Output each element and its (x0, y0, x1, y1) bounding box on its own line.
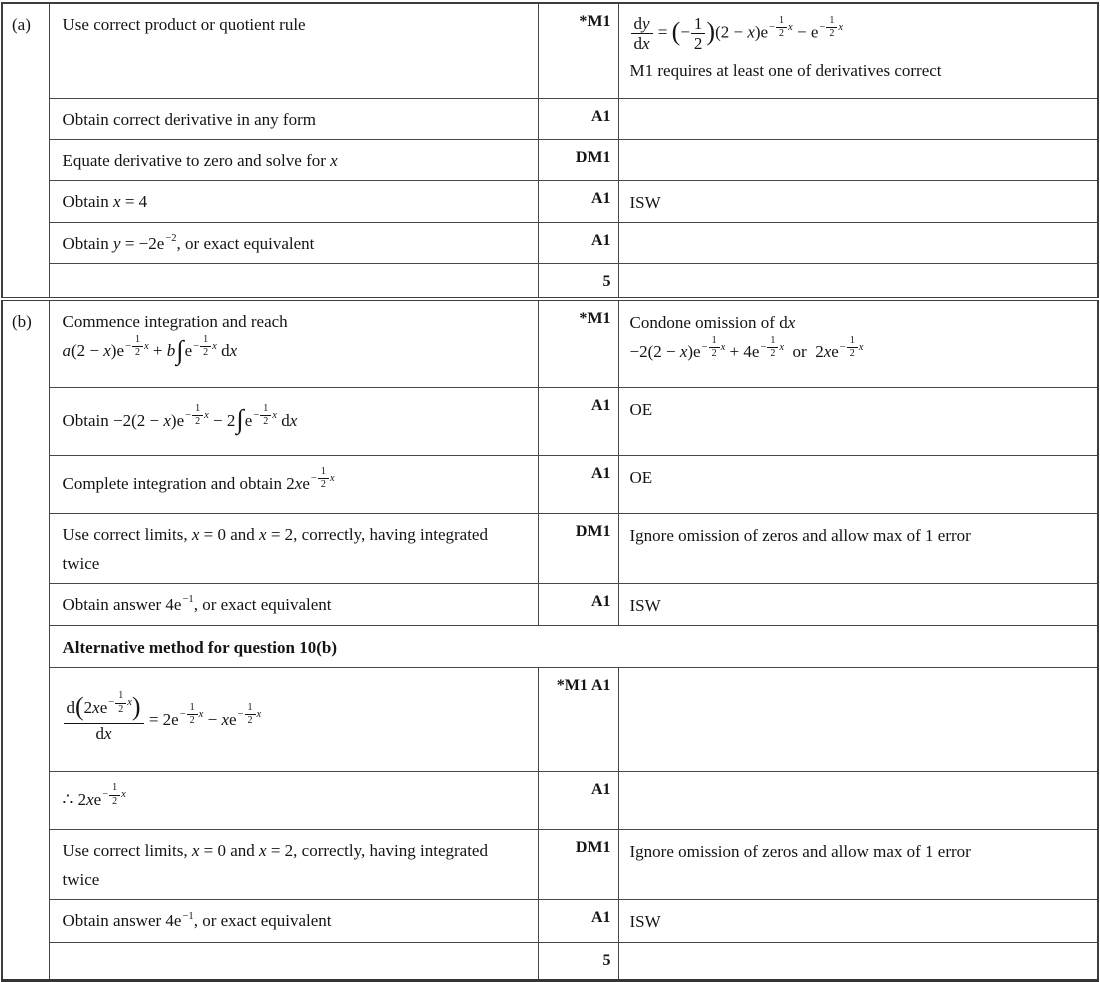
table-row (2, 222, 1098, 263)
description-cell (49, 455, 538, 513)
mark-cell: A1 (538, 387, 618, 455)
mark-cell: *M1 A1 (538, 668, 618, 772)
integral-sign: ∫ (236, 403, 244, 434)
description-text: Equate derivative to zero and solve for x (62, 150, 338, 170)
mark-cell: A1 (538, 455, 618, 513)
mark-cell: A1 (538, 98, 618, 139)
description-cell (49, 942, 538, 980)
part-label: (a) (2, 3, 49, 299)
comment-cell (618, 139, 1098, 180)
comment-cell (618, 263, 1098, 299)
description-cell (49, 98, 538, 139)
description-cell (49, 3, 538, 98)
comment-text: Ignore omission of zeros and allow max of 1 error (629, 842, 971, 862)
table-row (2, 668, 1098, 772)
description-text: Obtain −2(2 − x)e− $\frac{1}{2}$ x − 2∫e− $\frac{1}{2}$ x dx (62, 403, 298, 434)
description-cell (49, 772, 538, 830)
comment-cell (618, 98, 1098, 139)
description-text: Complete integration and obtain 2xe− $\frac{1}{2}$ x (62, 466, 335, 493)
description-text: d(2xe− $\frac{1}{2}$ x) dx = 2e− $\frac{1}{2}$ x − xe− $\frac{1}{2}$ x (63, 699, 530, 743)
comment-text: M1 requires at least one of derivatives correct (629, 60, 942, 80)
comment-text: Ignore omission of zeros and allow max of 1 error (629, 525, 971, 545)
description-cell (49, 263, 538, 299)
description-text: Obtain answer 4e−1, or exact equivalent (62, 594, 332, 615)
comment-cell (618, 387, 1098, 455)
table-row (2, 180, 1098, 222)
part-label: (b) (2, 299, 49, 980)
comment-cell (618, 180, 1098, 222)
mark-cell: A1 (538, 900, 618, 942)
comment-cell (618, 3, 1098, 98)
comment-text: −2(2 − x)e− $\frac{1}{2}$ x + 4e− $\frac{1}{2}$ x or 2xe− $\frac{1}{2}$ x (629, 334, 864, 362)
alternative-method-header (49, 626, 1098, 668)
mark-cell: A1 (538, 584, 618, 626)
table-row (2, 98, 1098, 139)
comment-text: OE (629, 399, 653, 419)
table-row (2, 772, 1098, 830)
mark-cell: A1 (538, 772, 618, 830)
mark-cell: 5 (538, 942, 618, 980)
table-row (2, 299, 1098, 387)
table-row (2, 263, 1098, 299)
mark-cell: A1 (538, 222, 618, 263)
table-row (2, 942, 1098, 980)
table-row (2, 626, 1098, 668)
comment-cell (618, 830, 1098, 900)
comment-cell (618, 668, 1098, 772)
description-cell (49, 513, 538, 583)
description-cell (49, 900, 538, 942)
comment-text: OE (629, 467, 653, 487)
mark-cell: 5 (538, 263, 618, 299)
description-cell (49, 830, 538, 900)
mark-cell: DM1 (538, 513, 618, 583)
table-row (2, 455, 1098, 513)
table-row (2, 830, 1098, 900)
description-cell (49, 180, 538, 222)
description-cell (49, 299, 538, 387)
description-cell (49, 584, 538, 626)
description-text: Use correct product or quotient rule (62, 15, 306, 34)
comment-cell (618, 584, 1098, 626)
table-row (2, 584, 1098, 626)
comment-text: ISW (629, 596, 661, 616)
mark-cell: DM1 (538, 139, 618, 180)
table-row (2, 900, 1098, 942)
comment-cell (618, 299, 1098, 387)
description-text: twice (62, 870, 100, 890)
description-text: Commence integration and reach (62, 312, 288, 332)
table-row (2, 387, 1098, 455)
description-cell (49, 668, 538, 772)
mark-scheme-table (1, 2, 1099, 982)
comment-text: $\frac{dy}{dx}$ = (− $\frac{1}{2}$ )(2 − x)e− $\frac{1}{2}$ x − e− $\frac{1}{2}$ x (630, 15, 1090, 53)
description-text: Obtain answer 4e−1, or exact equivalent (62, 910, 332, 931)
description-text: a(2 − x)e− $\frac{1}{2}$ x + b∫e− $\frac{1}{2}$ x dx (62, 333, 238, 365)
description-text: twice (62, 553, 100, 573)
table-row (2, 139, 1098, 180)
mark-cell: DM1 (538, 830, 618, 900)
description-text: Obtain x = 4 (62, 191, 148, 211)
description-cell (49, 139, 538, 180)
comment-text: ISW (629, 912, 661, 932)
mark-cell: A1 (538, 180, 618, 222)
integral-sign: ∫ (176, 334, 184, 365)
mark-cell: *M1 (538, 3, 618, 98)
comment-cell (618, 942, 1098, 980)
description-text: Obtain y = −2e−2, or exact equivalent (62, 233, 315, 253)
description-text: Use correct limits, x = 0 and x = 2, correctly, having integrated (62, 841, 488, 861)
description-text: Obtain correct derivative in any form (62, 109, 316, 129)
description-text: ∴ 2xe− $\frac{1}{2}$ x (62, 782, 126, 810)
description-cell (49, 387, 538, 455)
description-text: Use correct limits, x = 0 and x = 2, correctly, having integrated (62, 524, 488, 544)
comment-cell (618, 900, 1098, 942)
comment-cell (618, 222, 1098, 263)
comment-text: ISW (629, 192, 661, 212)
table-row (2, 513, 1098, 583)
description-cell (49, 222, 538, 263)
mark-cell: *M1 (538, 299, 618, 387)
comment-cell (618, 513, 1098, 583)
comment-cell (618, 772, 1098, 830)
header-text: Alternative method for question 10(b) (62, 638, 337, 658)
comment-cell (618, 455, 1098, 513)
comment-text: Condone omission of dx (629, 313, 796, 333)
table-row (2, 3, 1098, 98)
